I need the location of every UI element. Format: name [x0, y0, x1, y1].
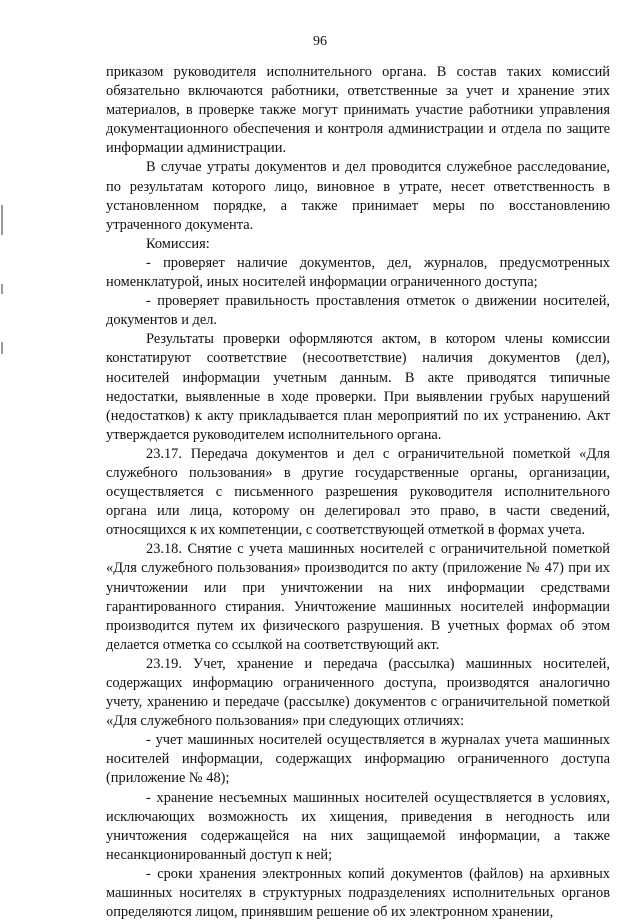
section-paragraph-23-17: 23.17. Передача документов и дел с ограничительной пометкой «Для служебного пользования» в другие государственные органы, организации, осуществляется с письменного разрешения руководителя исполнительного органа или лица, которому он делегировал это право, в части сведений, относящихся к их компетенции, с соответствующей отметкой в формах учета. — [106, 445, 610, 539]
page-number: 96 — [313, 34, 327, 49]
list-item: - проверяет правильность проставления отметок о движении носителей, документов и дел. — [106, 293, 610, 329]
scan-margin-mark-2 — [1, 284, 3, 294]
section-paragraph-23-19: 23.19. Учет, хранение и передача (рассылка) машинных носителей, содержащих информацию ограниченного доступа, производятся аналогично учету, хранению и передаче (рассылке) документов с ограничительной пометкой «Для служебного пользования» при следующих отличиях: — [106, 655, 610, 730]
list-item: - проверяет наличие документов, дел, журналов, предусмотренных номенклатурой, иных носителей информации ограниченного доступа; — [106, 254, 610, 291]
list-item: - сроки хранения электронных копий документов (файлов) на архивных машинных носителях в структурных подразделениях исполнительных органов определяются лицом, принявшим решение об их электронном хранении, — [106, 865, 610, 921]
scan-margin-mark-3 — [1, 342, 3, 354]
scan-margin-mark-1 — [1, 205, 3, 235]
paragraph: Комиссия: — [146, 235, 210, 252]
list-item: - учет машинных носителей осуществляется в журналах учета машинных носителей информации, содержащих информацию ограниченного доступа (приложение № 48); — [106, 732, 610, 787]
section-paragraph-23-18: 23.18. Снятие с учета машинных носителей с ограничительной пометкой «Для служебного пользования» производится по акту (приложение № 47) при их уничтожении или при уничтожении на них информации средствами гарантированного стирания. Уничтожение машинных носителей информации производится путем их физического разрушения. В учетных формах об этом делается отметка со ссылкой на соответствующий акт. — [106, 541, 610, 653]
paragraph: В случае утраты документов и дел проводится служебное расследование, по результатам которого лицо, виновное в утрате, несет ответственность в установленном порядке, а также принимает меры по восстановлению утраченного документа. — [106, 159, 610, 233]
document-body — [106, 63, 610, 922]
paragraph: приказом руководителя исполнительного органа. В состав таких комиссий обязательно включаются работники, ответственные за учет и хранение этих материалов, в проверке также могут принимать участие работники управления документационного обеспечения и контроля администрации и отдела по защите информации администрации. — [106, 64, 610, 157]
paragraph: Результаты проверки оформляются актом, в котором члены комиссии констатируют соответствие (несоответствие) наличия документов (дел), носителей информации учетным данным. В акте приводятся типичные недостатки, выявленные в ходе проверки. При выявлении грубых нарушений (недостатков) к акту прикладывается план мероприятий по их устранению. Акт утверждается руководителем исполнительного органа. — [106, 331, 610, 443]
list-item: - хранение несъемных машинных носителей осуществляется в условиях, исключающих возможность их хищения, приведения в негодность или уничтожения содержащейся на них защищаемой информации, а также несанкционированный доступ к ней; — [106, 789, 610, 863]
